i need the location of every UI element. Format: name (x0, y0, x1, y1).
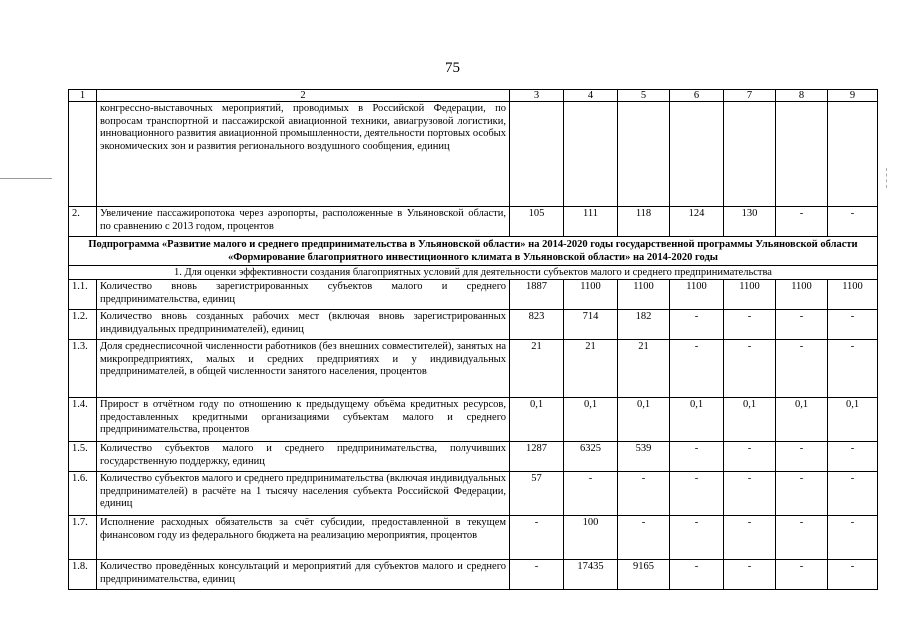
row-value: - (776, 516, 828, 560)
row-description: конгрессно-выставочных мероприятий, проводимых в Российской Федерации, по вопросам транспортной и пассажирской авиационной техники, авиагрузовой логистики, инновационного развития авиационной промышленности, деятельности портовых особых экономических зон и развития регионального воздушного сообщения, единиц (97, 102, 510, 207)
row-description: Прирост в отчётном году по отношению к предыдущему объёма кредитных ресурсов, предоставленных кредитными организациями субъектам малого и среднего предпринимательства, процентов (97, 398, 510, 442)
row-value: 0,1 (510, 398, 564, 442)
row-value: - (828, 472, 878, 516)
row-value: 100 (564, 516, 618, 560)
row-value: 0,1 (670, 398, 724, 442)
row-value: - (724, 560, 776, 590)
row-value: 1287 (510, 442, 564, 472)
row-value: 0,1 (564, 398, 618, 442)
column-number: 4 (564, 90, 618, 102)
row-description: Доля среднесписочной численности работников (без внешних совместителей), занятых на микропредприятиях, малых и средних предприятиях и у индивидуальных предпринимателей, в общей численности занятого населения, процентов (97, 340, 510, 398)
row-description: Количество субъектов малого и среднего предпринимательства, получивших государственную поддержку, единиц (97, 442, 510, 472)
margin-mark (886, 168, 887, 188)
row-value: 1100 (724, 280, 776, 310)
row-number: 1.2. (69, 310, 97, 340)
row-description: Количество проведённых консультаций и мероприятий для субъектов малого и среднего предпринимательства, единиц (97, 560, 510, 590)
row-value (670, 102, 724, 207)
table-row (69, 472, 878, 516)
row-value: - (776, 442, 828, 472)
table-row (69, 280, 878, 310)
row-value: 124 (670, 207, 724, 237)
row-value: 1100 (776, 280, 828, 310)
row-value: 21 (510, 340, 564, 398)
row-description: Исполнение расходных обязательств за счёт субсидии, предоставленной в текущем финансовом году из федерального бюджета на реализацию мероприятия, процентов (97, 516, 510, 560)
row-number: 1.6. (69, 472, 97, 516)
table-row (69, 340, 878, 398)
row-value: 1100 (828, 280, 878, 310)
row-number (69, 102, 97, 207)
row-value: - (828, 442, 878, 472)
row-value: 9165 (618, 560, 670, 590)
indicator-table (68, 89, 878, 590)
row-value: 21 (618, 340, 670, 398)
row-value: - (828, 207, 878, 237)
row-value: - (828, 516, 878, 560)
row-value: - (724, 472, 776, 516)
row-value: 105 (510, 207, 564, 237)
subsection-title-row (69, 266, 878, 280)
row-value: 0,1 (724, 398, 776, 442)
table-row (69, 560, 878, 590)
row-number: 1.8. (69, 560, 97, 590)
page-number: 75 (445, 60, 460, 76)
row-value: - (510, 516, 564, 560)
row-value: - (618, 516, 670, 560)
row-value (564, 102, 618, 207)
row-value: - (670, 310, 724, 340)
row-description: Количество вновь зарегистрированных субъектов малого и среднего предпринимательства, единиц (97, 280, 510, 310)
row-description: Увеличение пассажиропотока через аэропорты, расположенные в Ульяновской области, по сравнению с 2013 годом, процентов (97, 207, 510, 237)
row-value: - (724, 310, 776, 340)
row-number: 1.4. (69, 398, 97, 442)
row-value: 111 (564, 207, 618, 237)
row-value (724, 102, 776, 207)
row-value: - (776, 560, 828, 590)
table-row (69, 207, 878, 237)
row-value (828, 102, 878, 207)
row-value: 17435 (564, 560, 618, 590)
row-value: - (828, 340, 878, 398)
row-value: - (510, 560, 564, 590)
column-number: 9 (828, 90, 878, 102)
row-value: - (724, 442, 776, 472)
row-number: 1.3. (69, 340, 97, 398)
row-value: - (564, 472, 618, 516)
column-number: 7 (724, 90, 776, 102)
row-value: 1100 (564, 280, 618, 310)
row-description: Количество вновь созданных рабочих мест (включая вновь зарегистрированных индивидуальных предпринимателей), единиц (97, 310, 510, 340)
column-number: 8 (776, 90, 828, 102)
section-title-row (69, 237, 878, 266)
row-value: 0,1 (776, 398, 828, 442)
column-number-row (69, 90, 878, 102)
row-value (618, 102, 670, 207)
row-value: - (776, 472, 828, 516)
row-value: 714 (564, 310, 618, 340)
table-row (69, 398, 878, 442)
row-value: 118 (618, 207, 670, 237)
row-value: 57 (510, 472, 564, 516)
row-value: - (828, 560, 878, 590)
row-value (510, 102, 564, 207)
margin-mark (0, 178, 52, 179)
row-value: - (618, 472, 670, 516)
row-value: - (670, 472, 724, 516)
subprogram-title: Подпрограмма «Развитие малого и среднего предпринимательства в Ульяновской области» на 2014-2020 годы государственной программы Ульяновской области «Формирование благоприятного инвестиционного климата в Ульяновской области» на 2014-2020 годы (69, 237, 878, 266)
column-number: 3 (510, 90, 564, 102)
row-value: - (670, 340, 724, 398)
row-value: - (776, 340, 828, 398)
row-value: 539 (618, 442, 670, 472)
row-value: 21 (564, 340, 618, 398)
row-value: 823 (510, 310, 564, 340)
row-description: Количество субъектов малого и среднего предпринимательства (включая индивидуальных предпринимателей) в расчёте на 1 тысячу населения субъекта Российской Федерации, единиц (97, 472, 510, 516)
row-value: 1100 (670, 280, 724, 310)
row-value: - (724, 516, 776, 560)
row-value: 0,1 (828, 398, 878, 442)
row-value: 1887 (510, 280, 564, 310)
subsection-title: 1. Для оценки эффективности создания благоприятных условий для деятельности субъектов малого и среднего предпринимательства (69, 266, 878, 280)
row-value: - (828, 310, 878, 340)
column-number: 6 (670, 90, 724, 102)
row-number: 1.1. (69, 280, 97, 310)
row-value: 182 (618, 310, 670, 340)
row-value: - (724, 340, 776, 398)
table-row (69, 516, 878, 560)
table-row (69, 310, 878, 340)
row-value: - (670, 516, 724, 560)
row-value: - (776, 207, 828, 237)
row-value: 0,1 (618, 398, 670, 442)
table-row (69, 442, 878, 472)
row-value: 6325 (564, 442, 618, 472)
table-row (69, 102, 878, 207)
row-value (776, 102, 828, 207)
row-value: - (776, 310, 828, 340)
row-value: - (670, 560, 724, 590)
row-value: - (670, 442, 724, 472)
row-value: 1100 (618, 280, 670, 310)
column-number: 1 (69, 90, 97, 102)
row-number: 1.7. (69, 516, 97, 560)
row-number: 2. (69, 207, 97, 237)
column-number: 2 (97, 90, 510, 102)
row-number: 1.5. (69, 442, 97, 472)
column-number: 5 (618, 90, 670, 102)
row-value: 130 (724, 207, 776, 237)
